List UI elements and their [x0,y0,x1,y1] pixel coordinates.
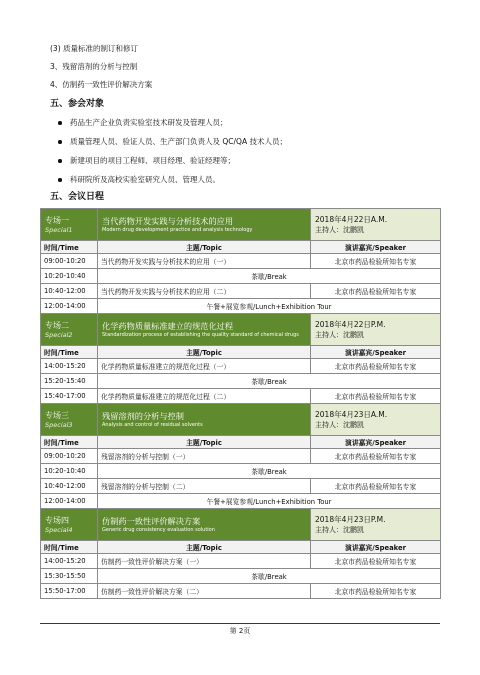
column-header-time: 时间/Time [41,541,98,554]
topic-cell: 茶歇/Break [98,269,441,284]
list-item: 质量管理人员、验证人员、生产部门负责人及 QC/QA 技术人员； [58,132,287,151]
topic-cell: 残留溶剂的分析与控制（一） [98,449,311,464]
topic-cell: 当代药物开发实践与分析技术的应用（一） [98,254,311,269]
topic-cell: 当代药物开发实践与分析技术的应用（二） [98,284,311,299]
topic-cell: 化学药物质量标准建立的规范化过程（一） [98,359,311,374]
session-name: 专场一 [45,215,69,225]
session-name-cell [41,404,98,436]
session-title-en: Modern drug development practice and analysis technology [102,226,253,233]
section-heading-schedule: 五、会议日程 [50,192,105,202]
column-header-row [41,436,441,449]
time-cell: 10:20-10:40 [41,269,98,284]
session-name: 专场四 [45,515,69,525]
session-title: 当代药物开发实践与分析技术的应用 [102,215,234,226]
session-name-cell [41,209,98,241]
session-host: 主持人：沈鹏凯 [315,330,364,339]
speaker-cell: 北京市药品检验所知名专家 [311,389,441,404]
session-host: 主持人：沈鹏凯 [315,420,364,429]
time-cell: 15:20-15:40 [41,374,98,389]
topic-cell: 午餐+展览参观/Lunch+Exhibition Tour [98,299,441,314]
session-title-cell [98,209,311,241]
session-title-cell [98,509,311,541]
time-cell: 14:00-15:20 [41,554,98,569]
session-host: 主持人：沈鹏凯 [315,225,364,234]
session-info-cell [311,404,441,436]
session-info-cell [311,509,441,541]
session-title-en: Standardization process of establishing the quality standard of chemical drugs [102,331,299,338]
table-row [41,284,441,299]
table-row [41,554,441,569]
table-row [41,374,441,389]
speaker-cell: 北京市药品检验所知名专家 [311,449,441,464]
table-row [41,254,441,269]
speaker-cell: 北京市药品检验所知名专家 [311,284,441,299]
session-date: 2018年4月22日P.M. [315,319,386,329]
intro-item: (3) 质量标准的制订和修订 [50,44,139,53]
session-name-en: Special3 [45,420,73,429]
session-title-en: Generic drug consistency evaluation solution [102,526,215,533]
session-title: 化学药物质量标准建立的规范化过程 [102,320,234,331]
attendee-list [58,113,287,189]
column-header-speaker: 演讲嘉宾/Speaker [311,436,441,449]
table-row [41,449,441,464]
time-cell: 15:30-15:50 [41,569,98,584]
session-info-cell [311,209,441,241]
session-header [41,404,441,436]
speaker-cell: 北京市药品检验所知名专家 [311,554,441,569]
topic-cell: 仿制药一致性评价解决方案（二） [98,584,311,599]
intro-item: 4、仿制药一致性评价解决方案 [50,80,153,89]
table-row [41,359,441,374]
time-cell: 10:40-12:00 [41,479,98,494]
column-header-topic: 主题/Topic [98,436,311,449]
session-name-cell [41,509,98,541]
session-header [41,314,441,346]
column-header-row [41,346,441,359]
session-name: 专场三 [45,410,69,420]
table-row [41,584,441,599]
column-header-speaker: 演讲嘉宾/Speaker [311,541,441,554]
session-name-en: Special1 [45,225,73,234]
time-cell: 15:50-17:00 [41,584,98,599]
page-number: 第 2页 [229,627,251,635]
speaker-cell: 北京市药品检验所知名专家 [311,584,441,599]
time-cell: 10:40-12:00 [41,284,98,299]
table-row [41,269,441,284]
session-date: 2018年4月22日A.M. [315,214,388,224]
table-row [41,479,441,494]
column-header-topic: 主题/Topic [98,241,311,254]
session-title: 仿制药一致性评价解决方案 [102,515,201,526]
topic-cell: 化学药物质量标准建立的规范化过程（二） [98,389,311,404]
table-row [41,389,441,404]
topic-cell: 午餐+展览参观/Lunch+Exhibition Tour [98,494,441,509]
table-row [41,299,441,314]
time-cell: 09:00-10:20 [41,254,98,269]
footer-divider [40,623,440,624]
session-date: 2018年4月23日A.M. [315,409,388,419]
table-row [41,464,441,479]
session-info-cell [311,314,441,346]
topic-cell: 茶歇/Break [98,374,441,389]
session-name-cell [41,314,98,346]
column-header-row [41,541,441,554]
column-header-speaker: 演讲嘉宾/Speaker [311,346,441,359]
column-header-time: 时间/Time [41,346,98,359]
table-row [41,569,441,584]
time-cell: 10:20-10:40 [41,464,98,479]
intro-item: 3、残留溶剂的分析与控制 [50,62,138,71]
time-cell: 12:00-14:00 [41,494,98,509]
intro-list [50,40,152,94]
topic-cell: 茶歇/Break [98,569,441,584]
time-cell: 14:00-15:20 [41,359,98,374]
column-header-topic: 主题/Topic [98,541,311,554]
speaker-cell: 北京市药品检验所知名专家 [311,254,441,269]
session-host: 主持人：沈鹏凯 [315,525,364,534]
topic-cell: 残留溶剂的分析与控制（二） [98,479,311,494]
session-title-en: Analysis and control of residual solvents [102,421,203,428]
column-header-time: 时间/Time [41,436,98,449]
speaker-cell: 北京市药品检验所知名专家 [311,479,441,494]
table-row [41,494,441,509]
column-header-speaker: 演讲嘉宾/Speaker [311,241,441,254]
session-header [41,509,441,541]
session-title: 残留溶剂的分析与控制 [102,410,184,421]
topic-cell: 仿制药一致性评价解决方案（一） [98,554,311,569]
list-item: 科研院所及高校实验室研究人员、管理人员。 [58,170,287,189]
column-header-topic: 主题/Topic [98,346,311,359]
session-date: 2018年4月23日P.M. [315,514,386,524]
column-header-row [41,241,441,254]
time-cell: 12:00-14:00 [41,299,98,314]
list-item: 新建项目的项目工程师、项目经理、验证经理等； [58,151,287,170]
schedule-table [40,208,441,599]
session-name: 专场二 [45,320,69,330]
session-name-en: Special4 [45,525,73,534]
session-title-cell [98,404,311,436]
section-heading-attendees: 五、参会对象 [50,99,105,109]
time-cell: 09:00-10:20 [41,449,98,464]
session-title-cell [98,314,311,346]
time-cell: 15:40-17:00 [41,389,98,404]
list-item: 药品生产企业负责实验室技术研发及管理人员； [58,113,287,132]
column-header-time: 时间/Time [41,241,98,254]
speaker-cell: 北京市药品检验所知名专家 [311,359,441,374]
session-header [41,209,441,241]
session-name-en: Special2 [45,330,73,339]
topic-cell: 茶歇/Break [98,464,441,479]
